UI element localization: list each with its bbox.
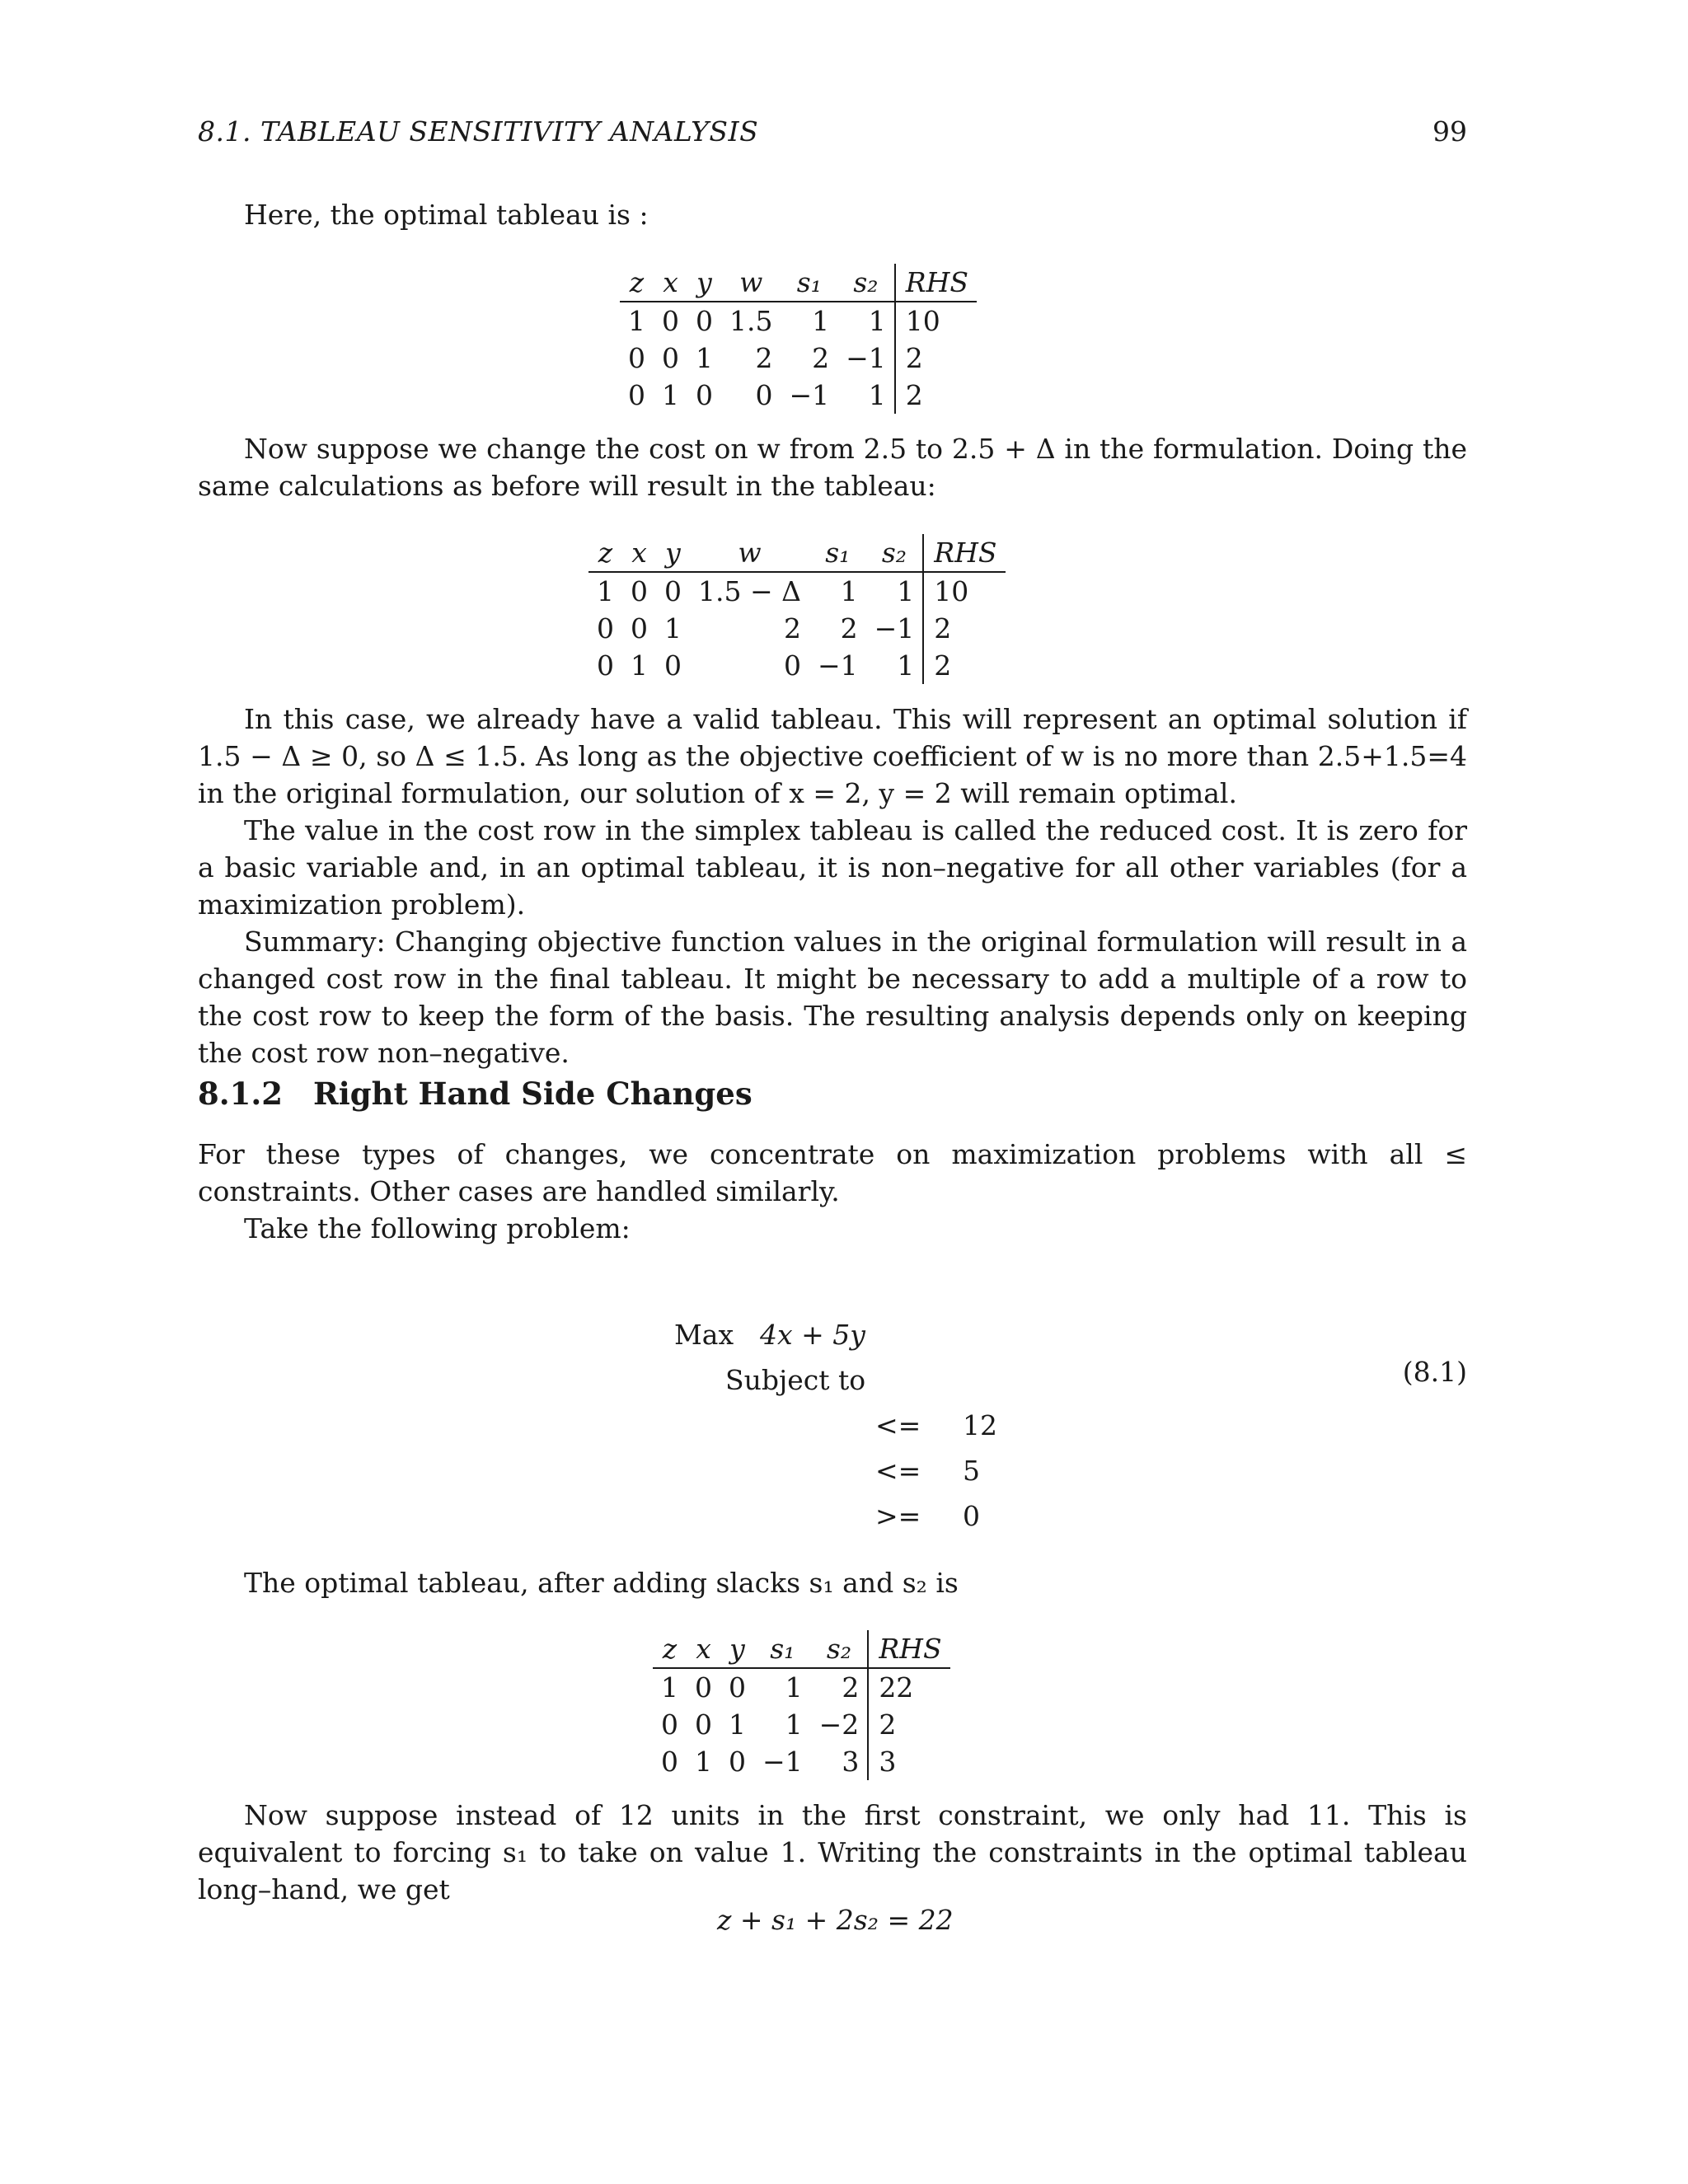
tableau-header-cell: z [588, 534, 622, 572]
tableau-cell: 1 [696, 342, 713, 374]
tableau-cell: 1 [597, 575, 614, 607]
tableau-cell: 0 [631, 612, 648, 644]
lp-constraint-3-rhs: 0 [963, 1500, 980, 1532]
paragraph-summary: Summary: Changing objective function values in the original formulation will result in a changed cost row in the final tableau. It might be necessary to add a multiple of a row to the cost row to keep the form of the basis. The resulting analysis depends only on keeping the cost row non–negative. [198, 926, 1467, 1069]
tableau-cell: −1 [817, 649, 858, 682]
tableau-cell: 3 [868, 1743, 950, 1780]
lp-subject-to: Subject to [725, 1364, 866, 1396]
tableau-header-row [588, 534, 1006, 572]
tableau-cell: 2 [923, 610, 1005, 647]
tableau-cell: 2 [812, 342, 830, 374]
tableau-header-cell: z [620, 264, 654, 302]
paragraph-equivalent: Now suppose instead of 12 units in the first constraint, we only had 11. This is equivalent to forcing s₁ to take on value 1. Writing the constraints in the optimal tableau long–hand, we get [198, 1799, 1467, 1905]
tableau-header-row [653, 1630, 950, 1668]
tableau-row [653, 1668, 950, 1706]
running-header [198, 115, 1467, 148]
tableau-cell: 0 [597, 649, 614, 682]
tableau-header-cell: RHS [923, 534, 1005, 572]
tableau-cell: 0 [696, 379, 713, 411]
tableau-header-cell: s₂ [837, 264, 895, 302]
tableau-cell: 1 [897, 575, 915, 607]
tableau-cell: 1 [628, 305, 645, 337]
section-number: 8.1.2 [198, 1076, 283, 1112]
tableau-cell: −1 [789, 379, 830, 411]
tableau-header-cell: s₁ [781, 264, 837, 302]
tableau-cell: 3 [842, 1746, 860, 1778]
tableau-header-cell: y [656, 534, 690, 572]
paragraph-intro: Here, the optimal tableau is : [244, 199, 649, 231]
tableau-cell: 2 [895, 340, 977, 377]
tableau-header-cell: s₁ [809, 534, 866, 572]
lp-constraint-1-rhs: 12 [963, 1409, 997, 1441]
tableau-header-cell: s₁ [754, 1630, 811, 1668]
tableau-cell: 1 [664, 612, 682, 644]
tableau-cell: 0 [661, 1708, 678, 1741]
tableau-cell: 2 [895, 377, 977, 414]
modified-tableau [588, 534, 1006, 684]
tableau-header-cell: RHS [868, 1630, 950, 1668]
tableau-cell: 1 [695, 1746, 712, 1778]
paragraph-cost-change: Now suppose we change the cost on w from 2.5 to 2.5 + Δ in the formulation. Doing the same calculations as before will result in the tableau: [198, 433, 1467, 502]
tableau-cell: 2 [840, 612, 858, 644]
paragraph-rhs-intro: For these types of changes, we concentrate on maximization problems with all ≤ constraints. Other cases are handled similarly. [198, 1138, 1467, 1207]
tableau-cell: 0 [695, 1708, 712, 1741]
tableau-cell: −1 [762, 1746, 803, 1778]
tableau-cell: 1 [785, 1708, 803, 1741]
section-heading [198, 1076, 753, 1112]
tableau-cell: 1 [729, 1708, 746, 1741]
tableau-cell: 1 [631, 649, 648, 682]
tableau-cell: 1 [812, 305, 830, 337]
lp-objective: 4x + 5y [760, 1319, 865, 1351]
tableau-header-cell: w [721, 264, 781, 302]
tableau-header-cell: RHS [895, 264, 977, 302]
lp-constraint-2-op: <= [875, 1455, 921, 1487]
lp-constraint-1-op: <= [875, 1409, 921, 1441]
tableau-cell: 1 [661, 1671, 678, 1704]
paragraph-slacks: The optimal tableau, after adding slacks s₁ and s₂ is [244, 1567, 959, 1599]
tableau-cell: 1.5 − Δ [698, 575, 801, 607]
paragraph-reduced-cost: The value in the cost row in the simplex tableau is called the reduced cost. It is zero for a basic variable and, in an optimal tableau, it is non–negative for all other variables (for a maximization problem). [198, 814, 1467, 921]
tableau-header-cell: w [690, 534, 809, 572]
tableau-cell: 0 [628, 342, 645, 374]
tableau-cell: 2 [783, 612, 801, 644]
tableau-header-cell: s₂ [866, 534, 924, 572]
tableau-header-cell: s₂ [811, 1630, 869, 1668]
tableau-row [653, 1743, 950, 1780]
optimal-tableau [620, 264, 977, 414]
tableau-cell: 0 [661, 1746, 678, 1778]
tableau-cell: 0 [662, 342, 679, 374]
tableau-row [620, 377, 977, 414]
tableau-cell: 0 [755, 379, 773, 411]
rhs-optimal-tableau [653, 1630, 950, 1780]
running-title: 8.1. TABLEAU SENSITIVITY ANALYSIS [198, 115, 759, 148]
tableau-cell: 0 [664, 649, 682, 682]
tableau-cell: 0 [696, 305, 713, 337]
tableau-header-cell: x [687, 1630, 720, 1668]
tableau-cell: 1 [868, 305, 886, 337]
page-number: 99 [1432, 115, 1467, 148]
tableau-header-cell: x [654, 264, 687, 302]
tableau-row [588, 610, 1006, 647]
tableau-cell: 2 [755, 342, 773, 374]
tableau-header-cell: y [687, 264, 721, 302]
tableau-row [620, 302, 977, 340]
paragraph-take-problem: Take the following problem: [244, 1212, 631, 1244]
tableau-cell: 2 [923, 647, 1005, 684]
tableau-cell: 0 [783, 649, 801, 682]
tableau-header-row [620, 264, 977, 302]
lp-constraint-2-rhs: 5 [963, 1455, 980, 1487]
tableau-cell: −2 [818, 1708, 860, 1741]
tableau-header-cell: z [653, 1630, 687, 1668]
paragraph-valid-tableau: In this case, we already have a valid tableau. This will represent an optimal solution if 1.5 − Δ ≥ 0, so Δ ≤ 1.5. As long as the objective coefficient of w is no more than 2.5+1.5=4 in the original formulation, our solution of x = 2, y = 2 will remain optimal. [198, 703, 1467, 809]
tableau-row [588, 572, 1006, 610]
tableau-row [653, 1706, 950, 1743]
tableau-cell: 0 [729, 1746, 746, 1778]
tableau-cell: 1 [897, 649, 915, 682]
tableau-cell: 1 [840, 575, 858, 607]
tableau-cell: 10 [895, 302, 977, 340]
tableau-cell: 0 [628, 379, 645, 411]
tableau-cell: 1 [662, 379, 679, 411]
tableau-cell: 1.5 [729, 305, 773, 337]
tableau-cell: 0 [729, 1671, 746, 1704]
lp-max-label: Max [674, 1319, 734, 1351]
section-title: Right Hand Side Changes [313, 1076, 753, 1112]
long-hand-equation: z + s₁ + 2s₂ = 22 [717, 1904, 954, 1936]
tableau-header-cell: x [622, 534, 656, 572]
tableau-header-cell: y [720, 1630, 754, 1668]
tableau-row [588, 647, 1006, 684]
tableau-cell: −1 [874, 612, 915, 644]
tableau-cell: −1 [846, 342, 886, 374]
tableau-cell: 10 [923, 572, 1005, 610]
tableau-cell: 2 [842, 1671, 860, 1704]
tableau-cell: 0 [597, 612, 614, 644]
tableau-cell: 0 [662, 305, 679, 337]
equation-number: (8.1) [1402, 1356, 1467, 1388]
tableau-cell: 1 [785, 1671, 803, 1704]
tableau-row [620, 340, 977, 377]
tableau-cell: 0 [695, 1671, 712, 1704]
tableau-cell: 22 [868, 1668, 950, 1706]
lp-constraint-3-op: >= [875, 1500, 921, 1532]
tableau-cell: 2 [868, 1706, 950, 1743]
tableau-cell: 0 [631, 575, 648, 607]
tableau-cell: 0 [664, 575, 682, 607]
tableau-cell: 1 [868, 379, 886, 411]
